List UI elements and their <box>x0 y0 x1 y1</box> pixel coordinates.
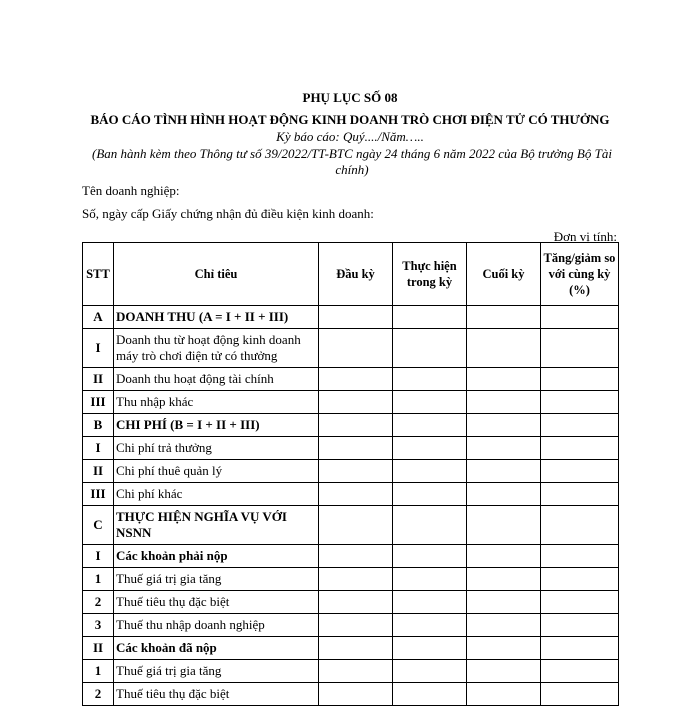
change-cell[interactable] <box>541 660 619 683</box>
change-cell[interactable] <box>541 329 619 368</box>
header-in-period: Thực hiện trong kỳ <box>393 243 467 306</box>
end-cell[interactable] <box>467 368 541 391</box>
row-stt: II <box>83 460 114 483</box>
start-cell[interactable] <box>319 591 393 614</box>
start-cell[interactable] <box>319 637 393 660</box>
row-stt: I <box>83 545 114 568</box>
end-cell[interactable] <box>467 683 541 706</box>
report-table <box>82 242 619 706</box>
table-body <box>83 306 619 706</box>
in-period-cell[interactable] <box>393 568 467 591</box>
start-cell[interactable] <box>319 414 393 437</box>
end-cell[interactable] <box>467 545 541 568</box>
start-cell[interactable] <box>319 460 393 483</box>
in-period-cell[interactable] <box>393 614 467 637</box>
table-row <box>83 545 619 568</box>
table-row <box>83 483 619 506</box>
end-cell[interactable] <box>467 306 541 329</box>
table-row <box>83 506 619 545</box>
start-cell[interactable] <box>319 545 393 568</box>
row-stt: II <box>83 637 114 660</box>
in-period-cell[interactable] <box>393 368 467 391</box>
in-period-cell[interactable] <box>393 683 467 706</box>
end-cell[interactable] <box>467 391 541 414</box>
start-cell[interactable] <box>319 306 393 329</box>
header-indicator: Chỉ tiêu <box>114 243 319 306</box>
end-cell[interactable] <box>467 483 541 506</box>
row-stt: C <box>83 506 114 545</box>
change-cell[interactable] <box>541 368 619 391</box>
row-indicator: THỰC HIỆN NGHĨA VỤ VỚI NSNN <box>114 506 319 545</box>
table-row <box>83 660 619 683</box>
row-stt: 1 <box>83 568 114 591</box>
row-indicator: DOANH THU (A = I + II + III) <box>114 306 319 329</box>
end-cell[interactable] <box>467 637 541 660</box>
row-stt: A <box>83 306 114 329</box>
row-indicator: CHI PHÍ (B = I + II + III) <box>114 414 319 437</box>
in-period-cell[interactable] <box>393 414 467 437</box>
table-row <box>83 306 619 329</box>
row-indicator: Thuế giá trị gia tăng <box>114 568 319 591</box>
unit-label: Đơn vị tính: <box>553 229 617 244</box>
issuance-note: (Ban hành kèm theo Thông tư số 39/2022/TT-BTC ngày 24 tháng 6 năm 2022 của Bộ trưởng Bộ Tài chính) <box>92 146 612 177</box>
row-indicator: Thuế thu nhập doanh nghiệp <box>114 614 319 637</box>
row-stt: II <box>83 368 114 391</box>
in-period-cell[interactable] <box>393 483 467 506</box>
row-stt: B <box>83 414 114 437</box>
header-end-period: Cuối kỳ <box>467 243 541 306</box>
table-row <box>83 391 619 414</box>
end-cell[interactable] <box>467 591 541 614</box>
change-cell[interactable] <box>541 391 619 414</box>
change-cell[interactable] <box>541 414 619 437</box>
end-cell[interactable] <box>467 437 541 460</box>
start-cell[interactable] <box>319 437 393 460</box>
in-period-cell[interactable] <box>393 545 467 568</box>
appendix-number: PHỤ LỤC SỐ 08 <box>302 90 398 105</box>
table-row <box>83 437 619 460</box>
change-cell[interactable] <box>541 568 619 591</box>
in-period-cell[interactable] <box>393 460 467 483</box>
table-row <box>83 637 619 660</box>
row-indicator: Thuế tiêu thụ đặc biệt <box>114 683 319 706</box>
row-indicator: Thuế tiêu thụ đặc biệt <box>114 591 319 614</box>
in-period-cell[interactable] <box>393 391 467 414</box>
row-indicator: Doanh thu hoạt động tài chính <box>114 368 319 391</box>
end-cell[interactable] <box>467 660 541 683</box>
header-stt: STT <box>83 243 114 306</box>
header-change-percent: Tăng/giảm so với cùng kỳ (%) <box>541 243 619 306</box>
change-cell[interactable] <box>541 683 619 706</box>
row-stt: I <box>83 437 114 460</box>
table-row <box>83 591 619 614</box>
start-cell[interactable] <box>319 483 393 506</box>
change-cell[interactable] <box>541 483 619 506</box>
row-stt: 2 <box>83 683 114 706</box>
row-indicator: Chi phí khác <box>114 483 319 506</box>
row-stt: 1 <box>83 660 114 683</box>
report-period: Kỳ báo cáo: Quý..../Năm….. <box>276 129 424 144</box>
table-row <box>83 614 619 637</box>
table-row <box>83 568 619 591</box>
change-cell[interactable] <box>541 614 619 637</box>
end-cell[interactable] <box>467 414 541 437</box>
end-cell[interactable] <box>467 568 541 591</box>
row-stt: I <box>83 329 114 368</box>
end-cell[interactable] <box>467 614 541 637</box>
change-cell[interactable] <box>541 506 619 545</box>
header-start-period: Đầu kỳ <box>319 243 393 306</box>
company-name-label: Tên doanh nghiệp: <box>82 183 180 198</box>
in-period-cell[interactable] <box>393 437 467 460</box>
row-indicator: Chi phí thuê quản lý <box>114 460 319 483</box>
row-stt: 3 <box>83 614 114 637</box>
row-stt: 2 <box>83 591 114 614</box>
end-cell[interactable] <box>467 329 541 368</box>
change-cell[interactable] <box>541 591 619 614</box>
row-indicator: Thu nhập khác <box>114 391 319 414</box>
start-cell[interactable] <box>319 329 393 368</box>
start-cell[interactable] <box>319 391 393 414</box>
row-stt: III <box>83 483 114 506</box>
in-period-cell[interactable] <box>393 506 467 545</box>
table-row <box>83 368 619 391</box>
table-row <box>83 329 619 368</box>
in-period-cell[interactable] <box>393 306 467 329</box>
row-indicator: Doanh thu từ hoạt động kinh doanh máy trò chơi điện tử có thưởng <box>114 329 319 368</box>
change-cell[interactable] <box>541 460 619 483</box>
license-label: Số, ngày cấp Giấy chứng nhận đủ điều kiện kinh doanh: <box>82 206 374 221</box>
in-period-cell[interactable] <box>393 591 467 614</box>
table-row <box>83 460 619 483</box>
row-indicator: Thuế giá trị gia tăng <box>114 660 319 683</box>
start-cell[interactable] <box>319 568 393 591</box>
row-indicator: Các khoản đã nộp <box>114 637 319 660</box>
table-row <box>83 414 619 437</box>
table-row <box>83 683 619 706</box>
in-period-cell[interactable] <box>393 329 467 368</box>
end-cell[interactable] <box>467 460 541 483</box>
in-period-cell[interactable] <box>393 660 467 683</box>
change-cell[interactable] <box>541 437 619 460</box>
row-indicator: Chi phí trả thưởng <box>114 437 319 460</box>
change-cell[interactable] <box>541 306 619 329</box>
change-cell[interactable] <box>541 545 619 568</box>
in-period-cell[interactable] <box>393 637 467 660</box>
report-title: BÁO CÁO TÌNH HÌNH HOẠT ĐỘNG KINH DOANH TRÒ CHƠI ĐIỆN TỬ CÓ THƯỞNG <box>90 112 610 127</box>
table-header-row <box>83 243 619 306</box>
row-stt: III <box>83 391 114 414</box>
start-cell[interactable] <box>319 506 393 545</box>
start-cell[interactable] <box>319 683 393 706</box>
start-cell[interactable] <box>319 614 393 637</box>
start-cell[interactable] <box>319 368 393 391</box>
row-indicator: Các khoản phải nộp <box>114 545 319 568</box>
change-cell[interactable] <box>541 637 619 660</box>
start-cell[interactable] <box>319 660 393 683</box>
end-cell[interactable] <box>467 506 541 545</box>
